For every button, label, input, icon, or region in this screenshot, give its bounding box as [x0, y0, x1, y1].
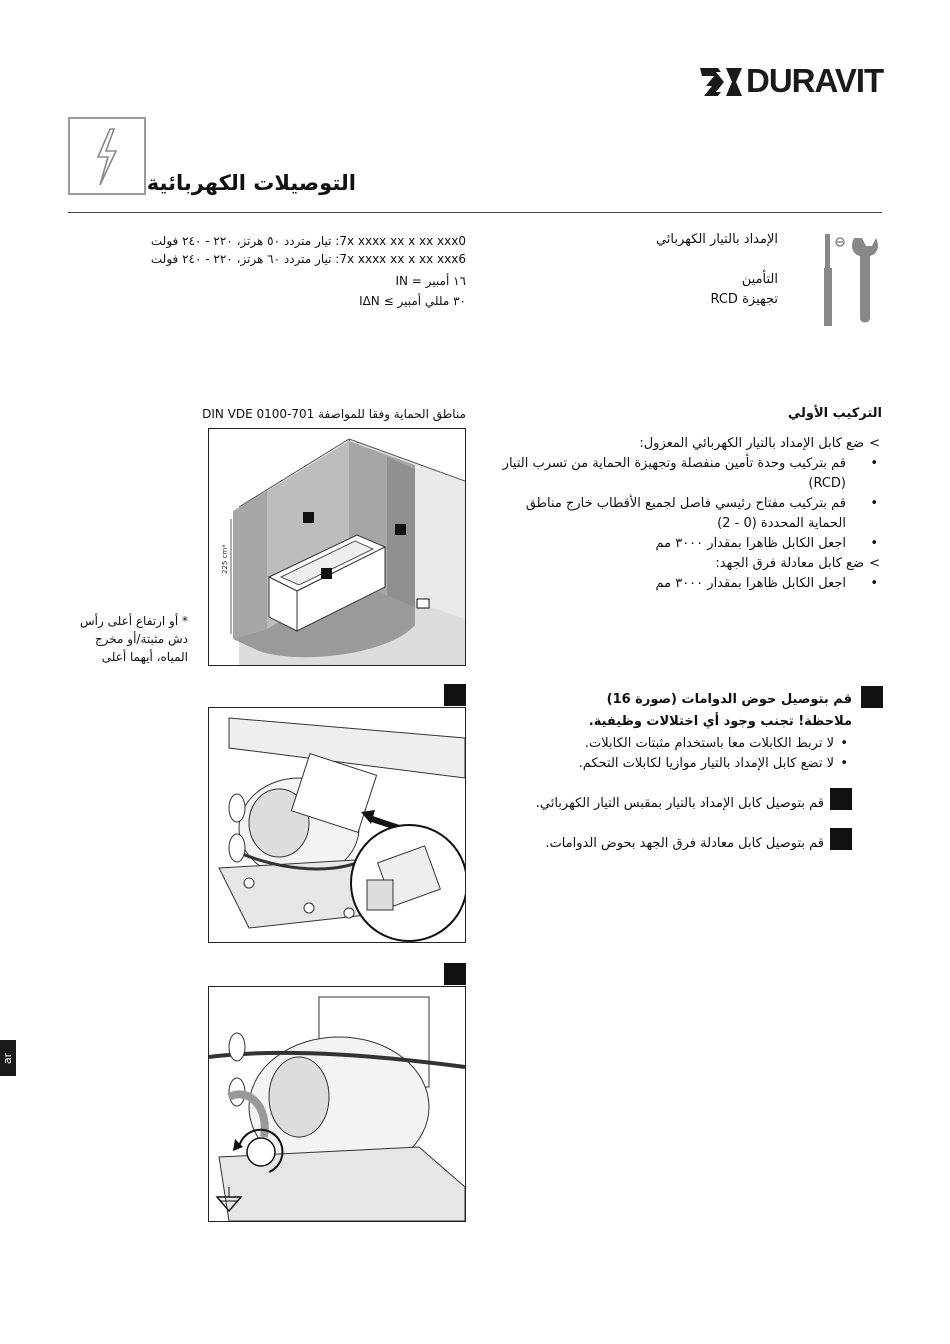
preinstall-item: • اجعل الكابل ظاهرا بمقدار ٣٠٠٠ مم — [500, 534, 882, 554]
step-marker — [830, 828, 852, 850]
title-divider — [68, 212, 882, 213]
tools-icon — [820, 232, 884, 328]
connect-heading: قم بتوصيل حوض الدوامات (صورة 16) — [606, 692, 852, 707]
connect-step-1: قم بتوصيل كابل الإمداد بالتيار بمقبس التيار الكهربائي. — [535, 796, 824, 811]
spec-rcd-value: ٣٠ مللي أمبير ≥ IΔN — [359, 294, 466, 308]
spec-fuse-value: ١٦ أمبير = IN — [395, 274, 466, 288]
zones-caption: مناطق الحماية وفقا للمواصفة DIN VDE 0100-701 — [202, 407, 466, 421]
spec-voltage-50hz: 7x xxxx xx x xx xxx0: تيار متردد ٥٠ هرتز، ٢٢٠ - ٢٤٠ فولت — [150, 234, 466, 248]
preinstall-item: > ضع كابل معادلة فرق الجهد: — [500, 554, 882, 574]
language-tab: ar — [0, 1040, 16, 1076]
brand-name: DURAVIT — [746, 62, 884, 99]
equipotential-bonding-figure — [208, 986, 466, 1222]
spec-label-fuse: التأمين — [741, 272, 778, 287]
connect-bullet: • لا تضع كابل الإمداد بالتيار موازيا لكابلات التحكم. — [500, 754, 852, 774]
spec-labels — [560, 230, 778, 310]
preinstall-list — [500, 434, 882, 594]
page-title: التوصيلات الكهربائية — [146, 171, 356, 195]
step-marker — [830, 788, 852, 810]
spec-label-power-supply: الإمداد بالتيار الكهربائي — [655, 232, 778, 247]
connect-step-2: قم بتوصيل كابل معادلة فرق الجهد بحوض الدوامات. — [545, 836, 824, 851]
step-marker — [861, 686, 883, 708]
duravit-logo-mark — [698, 60, 746, 104]
preinstall-heading: التركيب الأولي — [787, 406, 882, 421]
figure-marker — [444, 963, 466, 985]
spec-values — [90, 232, 466, 310]
zone-height-label: 225 cm* — [221, 544, 229, 574]
connect-bullets — [500, 734, 852, 774]
spec-label-rcd: تجهيزة RCD — [710, 292, 778, 307]
protection-zones-figure — [208, 428, 466, 666]
preinstall-item: • اجعل الكابل ظاهرا بمقدار ٣٠٠٠ مم — [500, 574, 882, 594]
figure-marker — [444, 684, 466, 706]
preinstall-item: • قم بتركيب وحدة تأمين منفصلة وتجهيزة الحماية من تسرب التيار (RCD) — [500, 454, 882, 494]
connect-bullet: • لا تربط الكابلات معا باستخدام مثبتات الكابلات. — [500, 734, 852, 754]
connect-note: ملاحظة! تجنب وجود أي اختلالات وظيفية. — [588, 714, 852, 729]
zones-footnote: * أو ارتفاع أعلى رأس دش مثبتة/أو مخرج المياه، أيهما أعلى — [80, 614, 188, 664]
spec-voltage-60hz: 7x xxxx xx x xx xxx6: تيار متردد ٦٠ هرتز، ٢٢٠ - ٢٤٠ فولت — [150, 252, 466, 266]
preinstall-item: • قم بتركيب مفتاح رئيسي فاصل لجميع الأقطاب خارج مناطق الحماية المحددة (0 - 2) — [500, 494, 882, 534]
preinstall-item: > ضع كابل الإمداد بالتيار الكهربائي المعزول: — [500, 434, 882, 454]
duravit-logo — [698, 60, 884, 104]
pump-connection-figure — [208, 707, 466, 943]
